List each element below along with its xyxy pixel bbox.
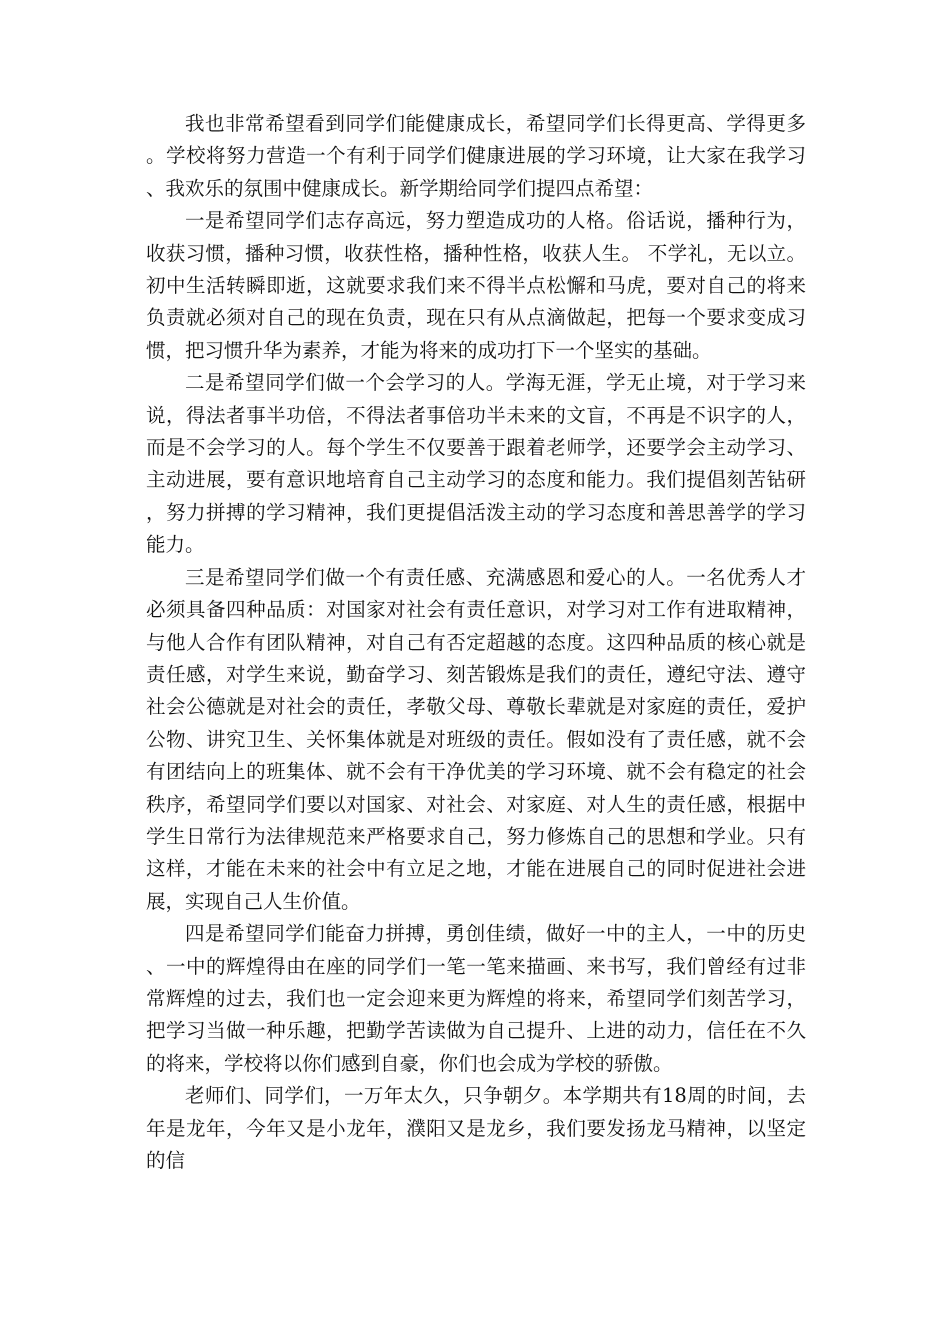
paragraph-hope-one: 一是希望同学们志存高远，努力塑造成功的人格。俗话说，播种行为，收获习惯，播种习惯，收获性格，播种性格，收获人生。 不学礼，无以立。初中生活转瞬即逝，这就要求我们来不得半点松懈和马虎，要对自己的将来负责就必须对自己的现在负责，现在只有从点滴做起，把每一个要求变成习惯，把习惯升华为素养，才能为将来的成功打下一个坚实的基础。: [146, 209, 806, 362]
paragraph-hope-two: 二是希望同学们做一个会学习的人。学海无涯，学无止境，对于学习来说，得法者事半功倍，不得法者事倍功半未来的文盲，不再是不识字的人，而是不会学习的人。每个学生不仅要善于跟着老师学，还要学会主动学习、主动进展，要有意识地培育自己主动学习的态度和能力。我们提倡刻苦钻研，努力拼搏的学习精神，我们更提倡活泼主动的学习态度和善思善学的学习能力。: [146, 371, 806, 557]
paragraph-hope-four: 四是希望同学们能奋力拼搏，勇创佳绩，做好一中的主人，一中的历史、一中的辉煌得由在座的同学们一笔一笔来描画、来书写，我们曾经有过非常辉煌的过去，我们也一定会迎来更为辉煌的将来，希望同学们刻苦学习，把学习当做一种乐趣，把勤学苦读做为自己提升、上进的动力，信任在不久的将来，学校将以你们感到自豪，你们也会成为学校的骄傲。: [146, 922, 806, 1075]
paragraph-intro: 我也非常希望看到同学们能健康成长，希望同学们长得更高、学得更多。学校将努力营造一个有利于同学们健康进展的学习环境，让大家在我学习、我欢乐的氛围中健康成长。新学期给同学们提四点希望：: [146, 112, 806, 200]
paragraph-hope-three: 三是希望同学们做一个有责任感、充满感恩和爱心的人。一名优秀人才必须具备四种品质：对国家对社会有责任意识，对学习对工作有进取精神，与他人合作有团队精神，对自己有否定超越的态度。这四种品质的核心就是责任感，对学生来说，勤奋学习、刻苦锻炼是我们的责任，遵纪守法、遵守社会公德就是对社会的责任，孝敬父母、尊敬长辈就是对家庭的责任，爱护公物、讲究卫生、关怀集体就是对班级的责任。假如没有了责任感，就不会有团结向上的班集体、就不会有干净优美的学习环境、就不会有稳定的社会秩序，希望同学们要以对国家、对社会、对家庭、对人生的责任感，根据中学生日常行为法律规范来严格要求自己，努力修炼自己的思想和学业。只有这样，才能在未来的社会中有立足之地，才能在进展自己的同时促进社会进展，实现自己人生价值。: [146, 565, 806, 913]
paragraph-closing: 老师们、同学们，一万年太久，只争朝夕。本学期共有18周的时间，去年是龙年，今年又是小龙年，濮阳又是龙乡，我们要发扬龙马精神，以坚定的信: [146, 1084, 806, 1172]
document-body: [146, 108, 806, 1177]
